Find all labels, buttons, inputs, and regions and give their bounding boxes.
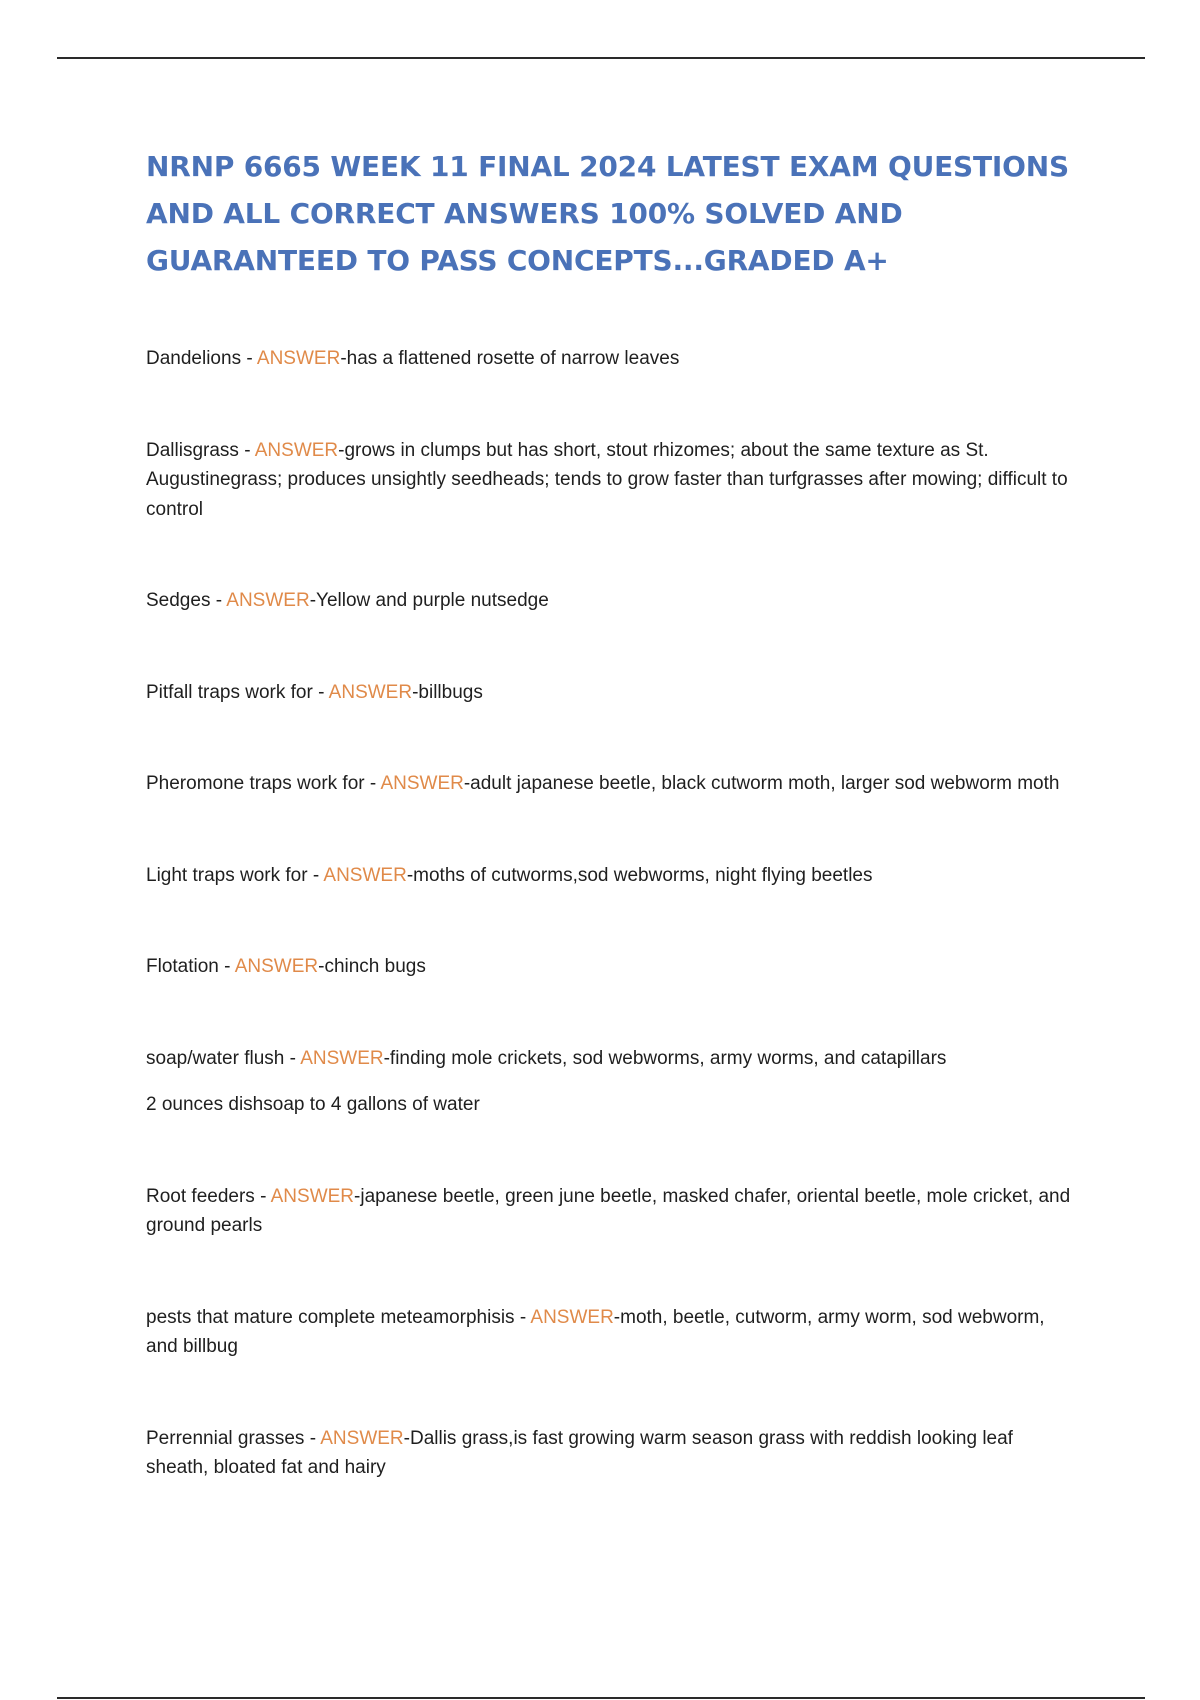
qa-extra-note: 2 ounces dishsoap to 4 gallons of water xyxy=(146,1094,480,1115)
qa-term: pests that mature complete meteamorphisis - xyxy=(146,1306,531,1328)
qa-answer-text: -moths of cutworms,sod webworms, night flying beetles xyxy=(406,864,873,886)
top-rule xyxy=(57,57,1145,59)
qa-answer-text: -billbugs xyxy=(412,681,483,703)
qa-entry-dandelions xyxy=(146,344,1076,374)
qa-entry-complete-metamorphosis xyxy=(146,1303,1076,1362)
qa-term: Root feeders - xyxy=(146,1185,271,1207)
qa-entry-soap-water-flush xyxy=(146,1044,1076,1120)
answer-label: ANSWER xyxy=(320,1427,404,1449)
answer-label: ANSWER xyxy=(270,1185,355,1207)
qa-term: Dallisgrass - xyxy=(146,439,255,461)
qa-entry-root-feeders xyxy=(146,1182,1076,1241)
bottom-rule xyxy=(57,1697,1145,1699)
qa-answer-text: -has a flattened rosette of narrow leaves xyxy=(340,348,680,369)
qa-answer-text: -adult japanese beetle, black cutworm moth, larger sod webworm moth xyxy=(463,773,1060,794)
qa-term: Pheromone traps work for - xyxy=(146,773,381,794)
qa-term: soap/water flush - xyxy=(146,1047,301,1069)
qa-answer-text: -finding mole crickets, sod webworms, army worms, and catapillars xyxy=(383,1047,947,1069)
answer-label: ANSWER xyxy=(380,773,464,794)
answer-label: ANSWER xyxy=(256,348,341,369)
qa-entry-pheromone-traps xyxy=(146,769,1076,799)
qa-entry-light-traps xyxy=(146,861,1076,891)
qa-entry-pitfall-traps xyxy=(146,678,1076,708)
qa-entry-perennial-grasses xyxy=(146,1424,1076,1483)
answer-label: ANSWER xyxy=(226,590,310,611)
qa-answer-text: -japanese beetle, green june beetle, masked chafer, oriental beetle, mole cricket, and ground pearls xyxy=(146,1185,1071,1236)
qa-answer-text: -chinch bugs xyxy=(318,956,426,977)
qa-entry-flotation xyxy=(146,952,1076,982)
answer-label: ANSWER xyxy=(254,439,339,461)
qa-term: Pitfall traps work for - xyxy=(146,681,329,703)
qa-entry-sedges xyxy=(146,586,1076,616)
document-title: NRNP 6665 WEEK 11 FINAL 2024 LATEST EXAM QUESTIONS AND ALL CORRECT ANSWERS 100% SOLVED AND GUARANTEED TO PASS CONCEPTS...GRADED A+ xyxy=(146,150,1069,277)
qa-term: Dandelions - xyxy=(146,348,257,369)
answer-label: ANSWER xyxy=(234,956,319,977)
answer-label: ANSWER xyxy=(328,681,413,703)
qa-answer-text: -moth, beetle, cutworm, army worm, sod webworm, and billbug xyxy=(146,1306,1045,1357)
qa-answer-text: -Yellow and purple nutsedge xyxy=(309,590,549,611)
answer-label: ANSWER xyxy=(300,1047,384,1069)
answer-label: ANSWER xyxy=(530,1306,614,1328)
qa-term: Flotation - xyxy=(146,956,235,977)
qa-term: Perrennial grasses - xyxy=(146,1427,321,1449)
document-body xyxy=(146,143,1076,1545)
qa-term: Sedges - xyxy=(146,590,227,611)
qa-answer-text: -grows in clumps but has short, stout rhizomes; about the same texture as St. Augustinegrass; produces unsightly seedheads; tends to grow faster than turfgrasses after mowing; difficult to control xyxy=(146,439,1068,520)
qa-entry-dallisgrass xyxy=(146,436,1076,525)
qa-term: Light traps work for - xyxy=(146,864,324,886)
qa-answer-text: -Dallis grass,is fast growing warm season grass with reddish looking leaf sheath, bloated fat and hairy xyxy=(146,1427,1013,1478)
answer-label: ANSWER xyxy=(323,864,407,886)
